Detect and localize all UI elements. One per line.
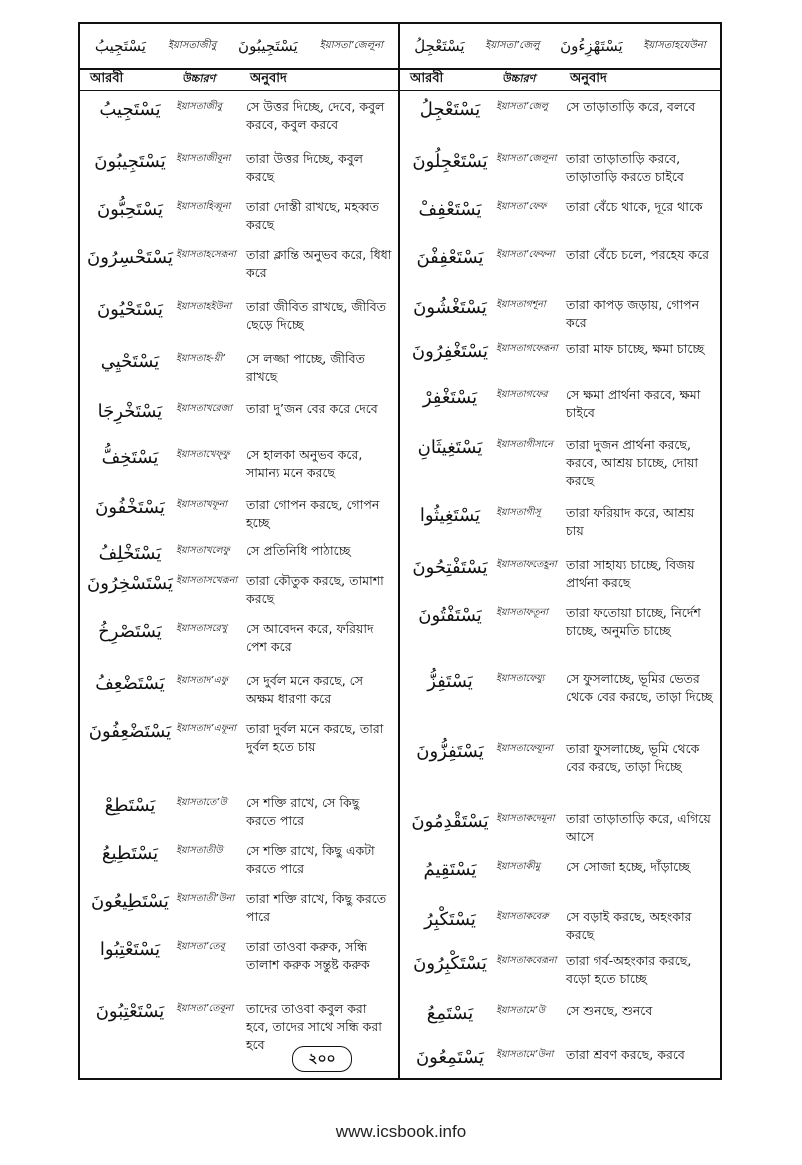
dictionary-entry bbox=[80, 664, 398, 712]
entry-pronunciation: ইয়াসতাগফেরূনা bbox=[496, 343, 558, 354]
entry-meaning: তারা কৌতুক করছে, তামাশা করছে bbox=[246, 573, 384, 606]
entry-pronunciation: ইয়াসতাকবেরূনা bbox=[496, 955, 557, 966]
watermark-url[interactable]: www.icsbook.info bbox=[335, 1122, 467, 1141]
entry-meaning: তারা মাফ চাচ্ছে, ক্ষমা চাচ্ছে bbox=[566, 341, 705, 356]
entry-meaning: সে ক্ষমা প্রার্থনা করবে, ক্ষমা চাইবে bbox=[566, 387, 701, 420]
dictionary-entry bbox=[400, 548, 720, 596]
entry-pronunciation: ইয়াসতাকবেরু bbox=[496, 911, 549, 922]
dictionary-entry bbox=[400, 732, 720, 802]
entry-pronunciation: ইয়াসতাতে’উ bbox=[176, 797, 227, 808]
header-pronunciation: উচ্চারণ bbox=[182, 71, 216, 85]
entry-pronunciation: ইয়াসতা’জেলূনা bbox=[496, 153, 557, 164]
entry-meaning: সে শক্তি রাখে, কিছু একটা করতে পারে bbox=[246, 843, 375, 876]
dictionary-entry bbox=[400, 900, 720, 944]
entry-pronunciation: ইয়াসতাহইউনা bbox=[176, 301, 232, 312]
entry-arabic-word: يَسْتَجِيبُونَ bbox=[94, 151, 166, 172]
entry-pronunciation: ইয়াসতাকদেমূনা bbox=[496, 813, 555, 824]
entry-meaning: তারা কাপড় জড়ায়, গোপন করে bbox=[566, 297, 700, 330]
entry-meaning: তারা জীবিত রাখছে, জীবিত ছেড়ে দিচ্ছে bbox=[246, 299, 387, 332]
header-arabic: আরবী bbox=[90, 70, 124, 86]
entry-arabic-word: يَسْتَضْعِفُونَ bbox=[88, 721, 172, 742]
entry-pronunciation: ইয়াসতাতীউ bbox=[176, 845, 223, 856]
dictionary-entry bbox=[80, 834, 398, 882]
entry-arabic-word: يَسْتَعْجِلُ bbox=[419, 99, 481, 120]
entry-meaning: তারা সাহায্য চাচ্ছে, বিজয় প্রার্থনা করছে bbox=[566, 557, 695, 590]
entry-pronunciation: ইয়াসতাফেয্যূনা bbox=[496, 743, 553, 754]
entry-meaning: তারা দু’জন বের করে দেবে bbox=[246, 401, 378, 416]
entry-pronunciation: ইয়াসতাতী’উনা bbox=[176, 893, 235, 904]
entry-arabic-word: يَسْتَخِفُّ bbox=[101, 447, 159, 468]
entry-arabic-word: يَسْتَعْتِبُوا bbox=[99, 939, 161, 960]
entry-arabic-word: يَسْتَمِعُ bbox=[426, 1003, 474, 1024]
entry-meaning: সে উত্তর দিচ্ছে, দেবে, কবুল করবে, কবুল করবে bbox=[246, 99, 385, 132]
entry-meaning: সে লজ্জা পাচ্ছে, জীবিত রাখছে bbox=[246, 351, 365, 384]
entry-pronunciation: ইয়াসতাকীমু bbox=[496, 861, 541, 872]
dictionary-entry bbox=[400, 142, 720, 190]
dictionary-entry bbox=[400, 190, 720, 238]
dictionary-entry bbox=[400, 662, 720, 732]
running-head-translit: ইয়াসতাহযেউনা bbox=[643, 39, 706, 51]
entry-meaning: তারা গর্ব-অহংকার করছে, বড়ো হতে চাচ্ছে bbox=[566, 953, 692, 986]
entry-meaning: সে হালকা অনুভব করে, সামান্য মনে করছে bbox=[246, 447, 363, 480]
dictionary-entry bbox=[400, 332, 720, 378]
dictionary-entry bbox=[400, 90, 720, 142]
entry-arabic-word: يَسْتَطِيعُ bbox=[101, 843, 159, 864]
entry-meaning: সে বড়াই করছে, অহংকার করছে bbox=[566, 909, 692, 942]
entry-arabic-word: يَسْتَصْرِخُ bbox=[98, 621, 162, 642]
entry-pronunciation: ইয়াসতাগফের bbox=[496, 389, 548, 400]
entry-pronunciation: ইয়াসতা’তেবূনা bbox=[176, 1003, 234, 1014]
entry-meaning: তারা শ্রবণ করছে, করবে bbox=[566, 1047, 685, 1062]
entry-pronunciation: ইয়াসতাসরেখু bbox=[176, 623, 228, 634]
entry-meaning: তাদের তাওবা কবুল করা হবে, তাদের সাথে সন্ধি করা হবে bbox=[246, 1001, 382, 1052]
entry-pronunciation: ইয়াসতাখলেফু bbox=[176, 545, 230, 556]
left-column bbox=[80, 90, 400, 1080]
entry-meaning: সে প্রতিনিধি পাঠাচ্ছে bbox=[246, 543, 351, 558]
entry-arabic-word: يَسْتَكْبِرُونَ bbox=[413, 953, 487, 974]
entry-pronunciation: ইয়াসতা’ফেফনা bbox=[496, 249, 555, 260]
dictionary-entry bbox=[400, 1038, 720, 1078]
dictionary-entry bbox=[400, 944, 720, 994]
entry-arabic-word: يَسْتَخْفُونَ bbox=[95, 497, 165, 518]
column-headers-left bbox=[80, 68, 400, 90]
column-headers-right bbox=[400, 68, 720, 90]
entry-arabic-word: يَسْتَقْدِمُونَ bbox=[411, 811, 489, 832]
entry-arabic-word: يَسْتَغِيثُوا bbox=[419, 505, 481, 526]
entry-meaning: তারা বেঁচে থাকে, দূরে থাকে bbox=[566, 199, 703, 214]
running-head-translit: ইয়াসতা’জেলূনা bbox=[319, 39, 384, 51]
entry-arabic-word: يَسْتَخْرِجَا bbox=[97, 401, 163, 422]
dictionary-entry bbox=[80, 930, 398, 992]
entry-pronunciation: ইয়াসতা’তেবূ bbox=[176, 941, 225, 952]
entry-meaning: তারা দুর্বল মনে করছে, তারা দুর্বল হতে চায় bbox=[246, 721, 384, 754]
entry-pronunciation: ইয়াসতাখেফ্ফু bbox=[176, 449, 230, 460]
entry-pronunciation: ইয়াসতাফতূনা bbox=[496, 607, 548, 618]
entry-arabic-word: يَسْتَحْيُونَ bbox=[96, 299, 164, 320]
header-pronunciation: উচ্চারণ bbox=[502, 71, 536, 85]
dictionary-entry bbox=[400, 802, 720, 850]
dictionary-entry bbox=[80, 612, 398, 664]
entry-meaning: তারা ফরিয়াদ করে, আশ্রয় চায় bbox=[566, 505, 695, 538]
dictionary-entry bbox=[400, 596, 720, 662]
dictionary-entry bbox=[400, 994, 720, 1038]
dictionary-entry bbox=[80, 342, 398, 392]
entry-arabic-word: يَسْتَحِبُّونَ bbox=[96, 199, 164, 220]
entry-pronunciation: ইয়াসতামে’উনা bbox=[496, 1049, 554, 1060]
header-arabic: আরবী bbox=[410, 70, 444, 86]
dictionary-entry bbox=[80, 564, 398, 612]
entry-pronunciation: ইয়াসতাদ’এফু bbox=[176, 675, 228, 686]
entry-pronunciation: ইয়াসতাখরেজা bbox=[176, 403, 232, 414]
entry-pronunciation: ইয়াসতা’ফেফ bbox=[496, 201, 547, 212]
entry-arabic-word: يَسْتَعْفِفْنَ bbox=[416, 247, 484, 268]
entry-pronunciation: ইয়াসতাহিব্বূনা bbox=[176, 201, 231, 212]
running-head-word: يَسْتَجِيبُ bbox=[94, 37, 146, 55]
entry-pronunciation: ইয়াসতাজীবু bbox=[176, 101, 222, 112]
entry-arabic-word: يَسْتَسْخِرُونَ bbox=[86, 573, 174, 594]
header-meaning: অনুবাদ bbox=[250, 70, 287, 86]
entry-meaning: তারা তাওবা করুক, সন্ধি তালাশ করুক সন্তুষ্ট করুক bbox=[246, 939, 370, 972]
page-number: ২০০ bbox=[292, 1046, 352, 1072]
dictionary-entry bbox=[80, 882, 398, 930]
entry-arabic-word: يَسْتَفِزُّونَ bbox=[416, 741, 484, 762]
entry-pronunciation: ইয়াসতাগীসূ bbox=[496, 507, 541, 518]
entry-pronunciation: ইয়াসতাগশূনা bbox=[496, 299, 546, 310]
entry-pronunciation: ইয়াসতাহসেরূনা bbox=[176, 249, 236, 260]
running-head-word: يَسْتَجِيبُونَ bbox=[238, 37, 298, 55]
entry-arabic-word: يَسْتَطِعْ bbox=[104, 795, 156, 816]
dictionary-entry bbox=[400, 496, 720, 548]
entry-arabic-word: يَسْتَعْجِلُونَ bbox=[412, 151, 488, 172]
entry-meaning: সে শক্তি রাখে, সে কিছু করতে পারে bbox=[246, 795, 360, 828]
dictionary-entry bbox=[80, 238, 398, 290]
entry-meaning: সে সোজা হচ্ছে, দাঁড়াচ্ছে bbox=[566, 859, 691, 874]
entry-arabic-word: يَسْتَغِيثَانِ bbox=[417, 437, 483, 458]
entry-pronunciation: ইয়াসতাসখেরূনা bbox=[176, 575, 238, 586]
dictionary-entry bbox=[80, 534, 398, 564]
entry-pronunciation: ইয়াসতাফেয্যু bbox=[496, 673, 545, 684]
entry-arabic-word: يَسْتَقِيمُ bbox=[423, 859, 477, 880]
entry-pronunciation: ইয়াসতাগীসানে bbox=[496, 439, 553, 450]
entry-meaning: তারা দুজন প্রার্থনা করছে, করবে, আশ্রয় চাচ্ছে, দোয়া করছে bbox=[566, 437, 698, 488]
running-head-right bbox=[400, 24, 720, 68]
dictionary-entry bbox=[400, 288, 720, 332]
entry-pronunciation: ইয়াসতাদ’এফূনা bbox=[176, 723, 237, 734]
entry-arabic-word: يَسْتَضْعِفُ bbox=[95, 673, 165, 694]
entry-arabic-word: يَسْتَغْفِرُونَ bbox=[411, 341, 489, 362]
running-head-translit: ইয়াসতা’জেলু bbox=[485, 39, 540, 51]
running-head-translit: ইয়াসতাজীবু bbox=[167, 39, 217, 51]
entry-arabic-word: يَسْتَعْتِبُونَ bbox=[95, 1001, 165, 1022]
entry-meaning: তারা তাড়াতাড়ি করে, এগিয়ে আসে bbox=[566, 811, 711, 844]
dictionary-entry bbox=[400, 428, 720, 496]
entry-meaning: তারা ক্লান্তি অনুভব করে, ধিধা করে bbox=[246, 247, 392, 280]
entry-pronunciation: ইয়াসতামে’উ bbox=[496, 1005, 545, 1016]
entry-meaning: তারা উত্তর দিচ্ছে, কবুল করছে bbox=[246, 151, 363, 184]
entry-meaning: সে ফুসলাচ্ছে, ভূমির ভেতর থেকে বের করছে, তাড়া দিচ্ছে bbox=[566, 671, 713, 704]
entry-arabic-word: يَسْتَخْلِفُ bbox=[98, 543, 162, 564]
entry-arabic-word: يَسْتَحْسِرُونَ bbox=[86, 247, 174, 268]
entry-meaning: তারা দোস্তী রাখছে, মহব্বত করছে bbox=[246, 199, 380, 232]
running-head bbox=[80, 24, 720, 70]
dictionary-entry bbox=[400, 378, 720, 428]
entry-arabic-word: يَسْتَفْتِحُونَ bbox=[412, 557, 488, 578]
entry-pronunciation: ইয়াসতাফতেহূনা bbox=[496, 559, 557, 570]
entry-pronunciation: ইয়াসতা’জেলু bbox=[496, 101, 548, 112]
entry-meaning: তারা গোপন করছে, গোপন হচ্ছে bbox=[246, 497, 380, 530]
entry-arabic-word: يَسْتَطِيعُونَ bbox=[91, 891, 169, 912]
entry-arabic-word: يَسْتَكْبِرُ bbox=[424, 909, 476, 930]
dictionary-entry bbox=[80, 712, 398, 786]
column-headers bbox=[80, 68, 720, 91]
entry-meaning: তারা শক্তি রাখে, কিছু করতে পারে bbox=[246, 891, 387, 924]
entry-pronunciation: ইয়াসতাজীবূনা bbox=[176, 153, 231, 164]
page-frame bbox=[78, 22, 722, 1080]
entry-arabic-word: يَسْتَفْتُونَ bbox=[418, 605, 482, 626]
entry-pronunciation: ইয়াসতাখফূনা bbox=[176, 499, 228, 510]
dictionary-entry bbox=[80, 488, 398, 534]
entry-meaning: তারা বেঁচে চলে, পরহেয করে bbox=[566, 247, 710, 262]
dictionary-entry bbox=[400, 850, 720, 900]
dictionary-entry bbox=[80, 290, 398, 342]
entry-arabic-word: يَسْتَعْفِفْ bbox=[418, 199, 482, 220]
dictionary-entry bbox=[80, 190, 398, 238]
entry-meaning: সে আবেদন করে, ফরিয়াদ পেশ করে bbox=[246, 621, 374, 654]
dictionary-entry bbox=[80, 786, 398, 834]
running-head-word: يَسْتَعْجِلُ bbox=[414, 37, 465, 55]
entry-meaning: তারা ফতোয়া চাচ্ছে, নির্দেশ চাচ্ছে, অনুমতি চাচ্ছে bbox=[566, 605, 701, 638]
entry-arabic-word: يَسْتَفِزُّ bbox=[427, 671, 473, 692]
header-meaning: অনুবাদ bbox=[570, 70, 607, 86]
right-column bbox=[400, 90, 720, 1080]
dictionary-body bbox=[80, 90, 720, 1080]
entry-arabic-word: يَسْتَحْيِي bbox=[100, 351, 160, 372]
entry-arabic-word: يَسْتَغْفِرْ bbox=[422, 387, 478, 408]
entry-meaning: সে দুর্বল মনে করছে, সে অক্ষম ধারণা করে bbox=[246, 673, 364, 706]
entry-pronunciation: ইয়াসতাহ-য়ী’ bbox=[176, 353, 226, 364]
entry-meaning: তারা ফুসলাচ্ছে, ভূমি থেকে বের করছে, তাড়া দিচ্ছে bbox=[566, 741, 700, 774]
dictionary-entry bbox=[80, 392, 398, 438]
dictionary-entry bbox=[400, 238, 720, 288]
dictionary-entry bbox=[80, 438, 398, 488]
entry-meaning: তারা তাড়াতাড়ি করবে, তাড়াতাড়ি করতে চাইবে bbox=[566, 151, 684, 184]
dictionary-entry bbox=[80, 90, 398, 142]
entry-arabic-word: يَسْتَجِيبُ bbox=[99, 99, 161, 120]
running-head-word: يَسْتَهْزِءُونَ bbox=[560, 37, 623, 55]
running-head-left bbox=[80, 24, 400, 68]
dictionary-entry bbox=[80, 142, 398, 190]
entry-meaning: সে তাড়াতাড়ি করে, বলবে bbox=[566, 99, 696, 114]
entry-arabic-word: يَسْتَغْشُونَ bbox=[413, 297, 487, 318]
entry-meaning: সে শুনছে, শুনবে bbox=[566, 1003, 653, 1018]
entry-arabic-word: يَسْتَمِعُونَ bbox=[415, 1047, 485, 1068]
